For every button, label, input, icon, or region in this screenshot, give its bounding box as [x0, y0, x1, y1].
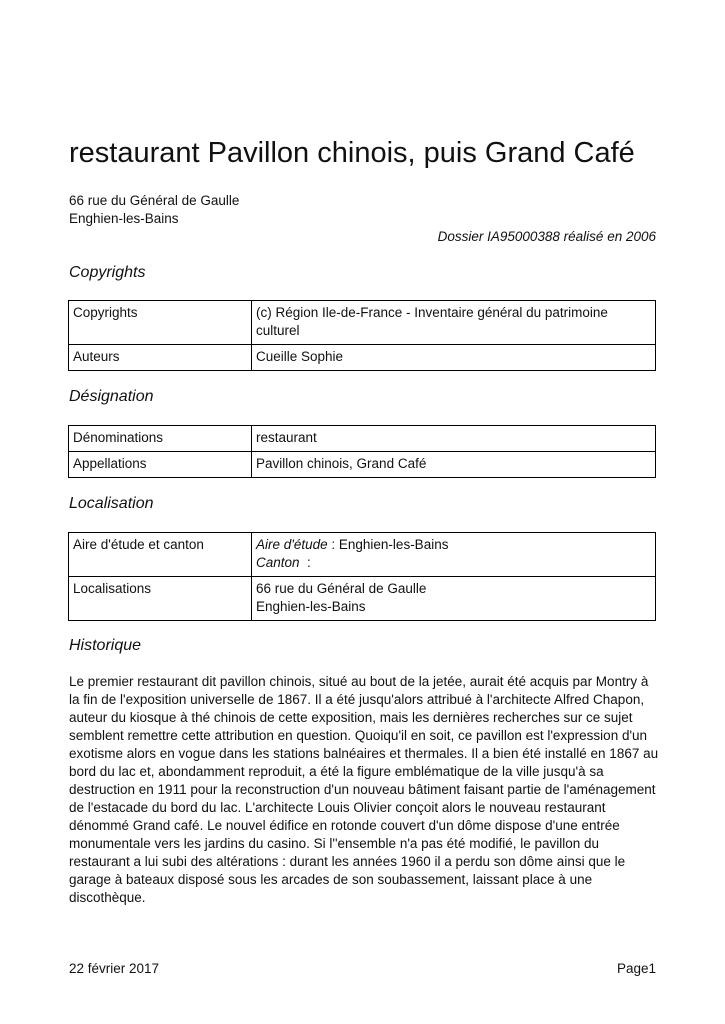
footer-page-number: Page1 [616, 961, 656, 976]
footer-date: 22 février 2017 [69, 961, 160, 976]
address-block [69, 192, 239, 228]
table-key: Copyrights [69, 301, 252, 345]
table-key: Auteurs [69, 345, 252, 371]
table-value: Cueille Sophie [252, 345, 656, 371]
section-title-historique: Historique [69, 637, 142, 654]
table-row [69, 345, 656, 371]
copyrights-table [68, 300, 656, 371]
table-key: Localisations [69, 577, 252, 621]
aire-etude-line [256, 536, 651, 554]
table-value [252, 533, 656, 577]
aire-etude-value: : Enghien-les-Bains [327, 537, 449, 552]
localisation-street: 66 rue du Général de Gaulle [256, 581, 427, 596]
canton-line [256, 554, 651, 572]
aire-etude-label: Aire d'étude [256, 537, 328, 552]
table-value: Pavillon chinois, Grand Café [252, 452, 656, 478]
address-city: Enghien-les-Bains [69, 211, 179, 226]
dossier-reference: Dossier IA95000388 réalisé en 2006 [437, 229, 656, 244]
table-value [252, 577, 656, 621]
table-value: restaurant [252, 426, 656, 452]
historique-text: Le premier restaurant dit pavillon chinois, situé au bout de la jetée, aurait été acquis par Montry à la fin de l'exposition universelle de 1867. Il a été jusqu'alors attribué à l'architecte Alfred Chapon, auteur du kiosque à thé chinois de cette exposition, mais les dernières recherches sur ce sujet semblent remettre cette attribution en question. Quoiqu'il en soit, ce pavillon est l'expression d'un exotisme alors en vogue dans les stations balnéaires et thermales. Il a bien été installé en 1867 au bord du lac et, abondamment reproduit, a été la figure emblématique de la ville jusqu'à sa destruction en 1911 pour la reconstruction d'un nouveau bâtiment faisant partie de l'aménagement de l'estacade du bord du lac. L'architecte Louis Olivier conçoit alors le nouveau restaurant dénommé Grand café. Le nouvel édifice en rotonde couvert d'un dôme dispose d'une entrée monumentale vers les jardins du casino. Si l''ensemble n'a pas été modifié, le pavillon du restaurant a lui subi des altérations : durant les années 1960 il a perdu son dôme ainsi que le garage à bateaux disposé sous les arcades de son soubassement, laissant place à une discothèque. [69, 674, 659, 905]
table-row [69, 301, 656, 345]
table-key: Dénominations [69, 426, 252, 452]
canton-value: : [299, 555, 311, 570]
table-row [69, 577, 656, 621]
table-row [69, 452, 656, 478]
localisation-table [68, 532, 656, 621]
table-row [69, 533, 656, 577]
page-title: restaurant Pavillon chinois, puis Grand Café [69, 137, 635, 169]
designation-table [68, 425, 656, 478]
section-title-designation: Désignation [69, 388, 154, 405]
table-value: (c) Région Ile-de-France - Inventaire général du patrimoine culturel [252, 301, 656, 345]
canton-label: Canton [256, 555, 300, 570]
localisation-city: Enghien-les-Bains [256, 599, 366, 614]
address-street: 66 rue du Général de Gaulle [69, 193, 240, 208]
table-key: Appellations [69, 452, 252, 478]
table-row [69, 426, 656, 452]
section-title-copyrights: Copyrights [69, 264, 146, 281]
table-key: Aire d'étude et canton [69, 533, 252, 577]
section-title-localisation: Localisation [69, 495, 154, 512]
